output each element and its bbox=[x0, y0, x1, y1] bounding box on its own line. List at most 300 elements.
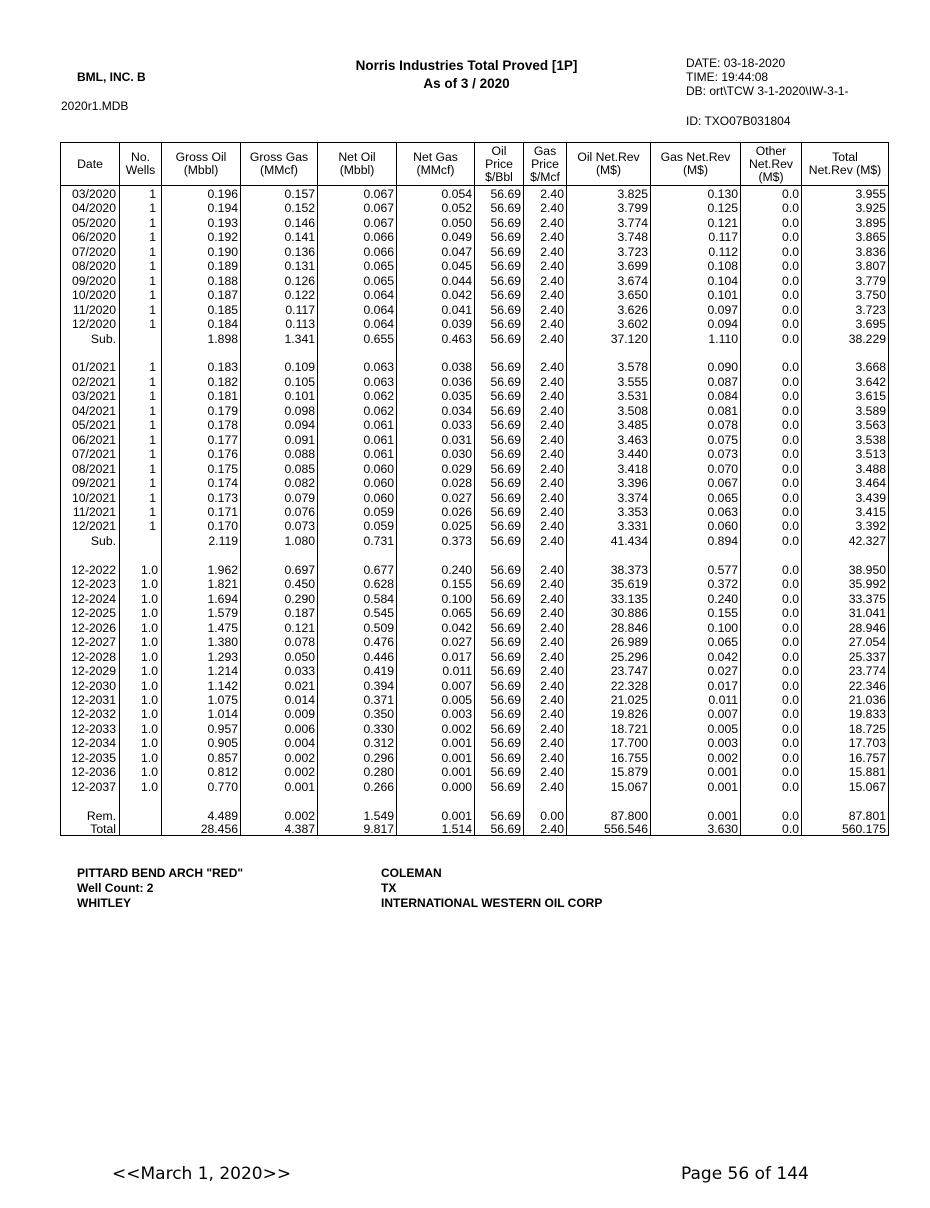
table-cell: 0.176 bbox=[162, 447, 241, 461]
table-cell: 2.40 bbox=[524, 245, 567, 259]
table-cell: 0.266 bbox=[318, 780, 397, 794]
table-cell: 23.774 bbox=[802, 664, 889, 678]
table-cell: 0.084 bbox=[651, 389, 741, 403]
table-row bbox=[61, 635, 889, 649]
table-cell: 12-2032 bbox=[71, 707, 116, 722]
table-cell: 35.992 bbox=[802, 577, 889, 591]
table-cell: 0.002 bbox=[651, 751, 741, 765]
table-cell: 0.014 bbox=[241, 693, 318, 707]
table-cell: 3.589 bbox=[802, 404, 889, 418]
table-cell: 3.418 bbox=[567, 462, 651, 476]
table-cell: 3.779 bbox=[802, 274, 889, 288]
table-cell: 31.041 bbox=[802, 606, 889, 620]
table-cell: 0.0 bbox=[741, 519, 802, 533]
table-cell: 56.69 bbox=[475, 621, 524, 635]
table-cell: 0.905 bbox=[162, 736, 241, 750]
table-cell: 0.121 bbox=[651, 216, 741, 230]
table-cell: 0.005 bbox=[397, 693, 475, 707]
table-row bbox=[61, 418, 889, 432]
table-cell: 0.050 bbox=[397, 216, 475, 230]
table-cell: 56.69 bbox=[475, 317, 524, 331]
database-file: 2020r1.MDB bbox=[61, 99, 129, 113]
table-cell: 0.042 bbox=[397, 288, 475, 302]
table-cell: 0.061 bbox=[318, 418, 397, 432]
table-cell: 09/2021 bbox=[71, 476, 116, 491]
table-cell: 16.755 bbox=[567, 751, 651, 765]
table-cell: 56.69 bbox=[475, 505, 524, 519]
table-cell: 1.475 bbox=[162, 621, 241, 635]
table-cell: 1.014 bbox=[162, 707, 241, 721]
table-cell: 3.602 bbox=[567, 317, 651, 331]
table-cell: 0.078 bbox=[651, 418, 741, 432]
table-row bbox=[61, 621, 889, 635]
table-cell: 0.193 bbox=[162, 216, 241, 230]
table-cell: 0.007 bbox=[651, 707, 741, 721]
table-cell: 12-2022 bbox=[71, 562, 116, 577]
table-cell: 0.372 bbox=[651, 577, 741, 591]
table-cell: 0.113 bbox=[241, 317, 318, 331]
table-cell: 3.836 bbox=[802, 245, 889, 259]
table-cell: 3.825 bbox=[567, 186, 651, 202]
table-cell: 1 bbox=[120, 259, 162, 273]
table-cell: 1 bbox=[120, 418, 162, 432]
column-header-line: Net Oil bbox=[338, 150, 376, 164]
table-cell: 56.69 bbox=[475, 447, 524, 461]
table-cell: 56.69 bbox=[475, 563, 524, 577]
column-header-line: $/Bbl bbox=[485, 169, 513, 184]
table-cell: 11/2021 bbox=[72, 505, 116, 520]
table-row bbox=[61, 447, 889, 461]
table-cell: 0.101 bbox=[241, 389, 318, 403]
table-cell: 2.40 bbox=[524, 635, 567, 649]
table-cell bbox=[524, 794, 567, 809]
table-cell: 1 bbox=[120, 186, 162, 202]
column-header-line: Gas bbox=[533, 143, 557, 158]
table-cell: 0.042 bbox=[397, 621, 475, 635]
table-cell: 1 bbox=[120, 216, 162, 230]
table-cell: 2.40 bbox=[524, 736, 567, 750]
table-cell: 12-2023 bbox=[71, 577, 116, 592]
table-cell: 28.946 bbox=[802, 621, 889, 635]
table-cell: 0.0 bbox=[741, 722, 802, 736]
table-cell: 3.723 bbox=[567, 245, 651, 259]
table-cell: 56.69 bbox=[475, 519, 524, 533]
operator: INTERNATIONAL WESTERN OIL CORP bbox=[381, 896, 603, 910]
table-cell: 2.40 bbox=[524, 389, 567, 403]
table-cell: 0.090 bbox=[651, 360, 741, 374]
table-cell: 0.073 bbox=[651, 447, 741, 461]
table-row bbox=[61, 245, 889, 259]
table-cell: 0.0 bbox=[741, 433, 802, 447]
table-cell: 0.076 bbox=[241, 505, 318, 519]
table-cell: 0.179 bbox=[162, 404, 241, 418]
county: COLEMAN bbox=[381, 866, 442, 880]
table-cell: 07/2020 bbox=[71, 244, 116, 259]
table-cell: 0.082 bbox=[241, 476, 318, 490]
table-cell: 0.192 bbox=[162, 230, 241, 244]
table-cell: 0.073 bbox=[241, 519, 318, 533]
table-cell: 0.957 bbox=[162, 722, 241, 736]
table-cell: 3.865 bbox=[802, 230, 889, 244]
table-cell: 0.000 bbox=[397, 780, 475, 794]
table-cell: 0.0 bbox=[741, 664, 802, 678]
table-cell bbox=[162, 548, 241, 563]
table-cell: 3.513 bbox=[802, 447, 889, 461]
table-cell: 0.002 bbox=[241, 751, 318, 765]
table-cell: 0.0 bbox=[741, 592, 802, 606]
table-cell: 0.146 bbox=[241, 216, 318, 230]
table-cell: 1 bbox=[120, 447, 162, 461]
table-cell: 0.108 bbox=[651, 259, 741, 273]
table-cell: 33.375 bbox=[802, 592, 889, 606]
table-cell: 0.065 bbox=[318, 259, 397, 273]
table-cell: 0.001 bbox=[241, 780, 318, 794]
page-footer-date: <<March 1, 2020>> bbox=[112, 1164, 292, 1184]
table-row bbox=[61, 491, 889, 505]
table-cell: 1 bbox=[120, 404, 162, 418]
well-count: Well Count: 2 bbox=[77, 881, 154, 895]
table-cell: 0.187 bbox=[241, 606, 318, 620]
table-cell bbox=[162, 346, 241, 361]
table-cell: 1.549 bbox=[318, 809, 397, 823]
table-cell: 0.002 bbox=[241, 809, 318, 823]
table-cell: 0.011 bbox=[651, 693, 741, 707]
table-cell: 56.69 bbox=[475, 635, 524, 649]
table-cell bbox=[567, 794, 651, 809]
table-cell: 0.105 bbox=[241, 375, 318, 389]
table-cell: 10/2020 bbox=[71, 288, 116, 303]
table-cell: 0.060 bbox=[318, 476, 397, 490]
table-cell: 09/2020 bbox=[71, 273, 116, 288]
table-cell: 1.080 bbox=[241, 534, 318, 548]
table-cell: 56.69 bbox=[475, 606, 524, 620]
table-cell: 0.655 bbox=[318, 332, 397, 346]
location-info bbox=[381, 866, 602, 911]
table-cell bbox=[61, 346, 120, 361]
table-cell: 0.178 bbox=[162, 418, 241, 432]
table-cell: 04/2021 bbox=[71, 403, 116, 418]
table-cell: 0.054 bbox=[397, 186, 475, 202]
table-cell: 0.026 bbox=[397, 505, 475, 519]
table-cell: 37.120 bbox=[567, 332, 651, 346]
table-cell: 2.40 bbox=[524, 230, 567, 244]
table-cell: 30.886 bbox=[567, 606, 651, 620]
table-cell: 3.668 bbox=[802, 360, 889, 374]
table-cell: 2.40 bbox=[524, 693, 567, 707]
table-cell: 3.807 bbox=[802, 259, 889, 273]
table-cell: 0.062 bbox=[318, 404, 397, 418]
table-cell: Total bbox=[90, 822, 116, 837]
table-cell: 1 bbox=[120, 245, 162, 259]
table-row bbox=[61, 751, 889, 765]
table-cell: 0.857 bbox=[162, 751, 241, 765]
table-cell: 0.0 bbox=[741, 201, 802, 215]
table-cell: 1 bbox=[120, 230, 162, 244]
table-cell: 1 bbox=[120, 375, 162, 389]
table-row bbox=[61, 780, 889, 794]
table-cell: 2.40 bbox=[524, 664, 567, 678]
table-cell: 0.476 bbox=[318, 635, 397, 649]
table-cell: 56.69 bbox=[475, 809, 524, 823]
table-cell: 0.027 bbox=[397, 491, 475, 505]
table-cell: 0.001 bbox=[397, 809, 475, 823]
table-cell: 2.40 bbox=[524, 404, 567, 418]
table-cell: 56.69 bbox=[475, 577, 524, 591]
table-cell: 2.40 bbox=[524, 505, 567, 519]
table-cell: 0.029 bbox=[397, 462, 475, 476]
table-cell: 2.40 bbox=[524, 606, 567, 620]
table-cell: 2.40 bbox=[524, 201, 567, 215]
table-cell: 1.0 bbox=[120, 592, 162, 606]
table-cell: 56.69 bbox=[475, 650, 524, 664]
table-cell: 22.346 bbox=[802, 679, 889, 693]
report-db-path: DB: ort\TCW 3-1-2020\IW-3-1- bbox=[686, 84, 849, 98]
table-cell: 0.085 bbox=[241, 462, 318, 476]
table-cell: 35.619 bbox=[567, 577, 651, 591]
table-cell: 2.40 bbox=[524, 462, 567, 476]
table-cell: 0.0 bbox=[741, 679, 802, 693]
table-cell: 0.136 bbox=[241, 245, 318, 259]
table-cell: 0.094 bbox=[241, 418, 318, 432]
table-cell: 0.0 bbox=[741, 317, 802, 331]
table-cell: 0.005 bbox=[651, 722, 741, 736]
table-cell: 38.373 bbox=[567, 563, 651, 577]
column-header-line: Date bbox=[77, 156, 103, 171]
table-row bbox=[61, 534, 889, 548]
company-name: BML, INC. B bbox=[77, 70, 146, 84]
table-cell: 0.312 bbox=[318, 736, 397, 750]
table-cell: 0.170 bbox=[162, 519, 241, 533]
table-cell: 3.642 bbox=[802, 375, 889, 389]
table-cell: 56.69 bbox=[475, 332, 524, 346]
table-cell: 15.067 bbox=[567, 780, 651, 794]
table-cell: 0.0 bbox=[741, 765, 802, 779]
table-cell: 42.327 bbox=[802, 534, 889, 548]
table-row bbox=[61, 765, 889, 779]
table-cell: 0.171 bbox=[162, 505, 241, 519]
table-cell: 56.69 bbox=[475, 707, 524, 721]
table-cell: 18.725 bbox=[802, 722, 889, 736]
table-cell: 03/2021 bbox=[71, 389, 116, 404]
column-header-line: (Mbbl) bbox=[183, 163, 219, 177]
table-cell bbox=[241, 548, 318, 563]
table-cell: 0.189 bbox=[162, 259, 241, 273]
column-header bbox=[318, 143, 397, 186]
table-cell: 2.40 bbox=[524, 650, 567, 664]
table-cell: 56.69 bbox=[475, 418, 524, 432]
table-cell: 0.045 bbox=[397, 259, 475, 273]
table-cell: 0.0 bbox=[741, 418, 802, 432]
table-cell: 3.531 bbox=[567, 389, 651, 403]
table-cell: 0.066 bbox=[318, 245, 397, 259]
table-cell: 2.40 bbox=[524, 563, 567, 577]
column-header-line: (M$) bbox=[682, 163, 709, 177]
table-cell: 56.69 bbox=[475, 592, 524, 606]
table-cell: 56.69 bbox=[475, 751, 524, 765]
report-title bbox=[300, 57, 633, 93]
table-cell: 4.387 bbox=[241, 823, 318, 836]
table-cell bbox=[120, 534, 162, 548]
table-row bbox=[61, 722, 889, 736]
table-cell: 0.065 bbox=[397, 606, 475, 620]
table-cell: 1.898 bbox=[162, 332, 241, 346]
table-cell: 2.40 bbox=[524, 375, 567, 389]
table-cell: 0.194 bbox=[162, 201, 241, 215]
table-cell: 0.064 bbox=[318, 288, 397, 302]
table-cell: 0.065 bbox=[651, 635, 741, 649]
table-cell bbox=[475, 548, 524, 563]
table-cell: 0.240 bbox=[397, 563, 475, 577]
table-cell: 2.40 bbox=[524, 433, 567, 447]
table-cell: 0.061 bbox=[318, 433, 397, 447]
table-cell: 0.0 bbox=[741, 360, 802, 374]
table-cell: 1 bbox=[120, 317, 162, 331]
table-row bbox=[61, 186, 889, 202]
table-cell: 1 bbox=[120, 491, 162, 505]
table-cell bbox=[802, 794, 889, 809]
column-header-line: Net Gas bbox=[413, 150, 458, 164]
table-cell: 0.007 bbox=[397, 679, 475, 693]
table-cell: 2.40 bbox=[524, 519, 567, 533]
table-cell: 0.067 bbox=[318, 201, 397, 215]
table-cell: 0.079 bbox=[241, 491, 318, 505]
table-cell: 0.017 bbox=[397, 650, 475, 664]
table-cell: 1.579 bbox=[162, 606, 241, 620]
report-meta bbox=[686, 56, 848, 98]
economics-table bbox=[60, 142, 889, 836]
table-cell: 18.721 bbox=[567, 722, 651, 736]
table-cell: 0.021 bbox=[241, 679, 318, 693]
table-cell: 0.009 bbox=[241, 707, 318, 721]
table-row bbox=[61, 707, 889, 721]
column-header-line: Other bbox=[755, 143, 787, 158]
table-cell: 0.296 bbox=[318, 751, 397, 765]
table-cell: 28.846 bbox=[567, 621, 651, 635]
table-cell: 56.69 bbox=[475, 375, 524, 389]
table-cell: 0.117 bbox=[241, 303, 318, 317]
table-cell: 0.070 bbox=[651, 462, 741, 476]
table-cell: 17.700 bbox=[567, 736, 651, 750]
table-cell: 0.062 bbox=[318, 389, 397, 403]
table-cell: 0.280 bbox=[318, 765, 397, 779]
table-row bbox=[61, 693, 889, 707]
table-cell: 06/2021 bbox=[71, 432, 116, 447]
table-cell: 0.067 bbox=[651, 476, 741, 490]
table-cell: 0.463 bbox=[397, 332, 475, 346]
table-cell: 2.40 bbox=[524, 259, 567, 273]
report-id: ID: TXO07B031804 bbox=[686, 114, 791, 128]
table-row bbox=[61, 317, 889, 331]
table-cell: 1 bbox=[120, 433, 162, 447]
table-cell: 0.091 bbox=[241, 433, 318, 447]
table-cell: 2.40 bbox=[524, 592, 567, 606]
table-cell: 21.025 bbox=[567, 693, 651, 707]
table-cell: 56.69 bbox=[475, 259, 524, 273]
table-cell: 0.100 bbox=[397, 592, 475, 606]
table-row bbox=[61, 216, 889, 230]
table-cell: 3.353 bbox=[567, 505, 651, 519]
table-cell: 1.962 bbox=[162, 563, 241, 577]
lease-info bbox=[77, 866, 243, 911]
table-cell: 1.075 bbox=[162, 693, 241, 707]
report-time: TIME: 19:44:08 bbox=[686, 70, 769, 84]
table-cell: 12-2036 bbox=[71, 765, 116, 780]
table-cell: 0.0 bbox=[741, 635, 802, 649]
table-cell: 0.177 bbox=[162, 433, 241, 447]
table-cell: 1.0 bbox=[120, 577, 162, 591]
table-cell: 0.130 bbox=[651, 186, 741, 202]
table-row bbox=[61, 201, 889, 215]
table-cell: 1 bbox=[120, 303, 162, 317]
column-header-line: Total bbox=[832, 150, 858, 164]
table-row bbox=[61, 606, 889, 620]
table-cell: 06/2020 bbox=[71, 230, 116, 245]
table-cell: 2.40 bbox=[524, 303, 567, 317]
table-cell: 0.0 bbox=[741, 751, 802, 765]
table-cell: 19.826 bbox=[567, 707, 651, 721]
table-cell: 0.052 bbox=[397, 201, 475, 215]
table-cell: 0.677 bbox=[318, 563, 397, 577]
table-cell: 0.050 bbox=[241, 650, 318, 664]
column-header-line: Wells bbox=[125, 163, 156, 177]
table-cell: 0.041 bbox=[397, 303, 475, 317]
table-cell: 3.464 bbox=[802, 476, 889, 490]
table-cell: 0.038 bbox=[397, 360, 475, 374]
column-header-line: Oil bbox=[491, 143, 507, 158]
table-cell: 0.0 bbox=[741, 375, 802, 389]
column-header-line: Net.Rev bbox=[748, 156, 794, 171]
table-cell: 0.628 bbox=[318, 577, 397, 591]
table-cell: 0.001 bbox=[651, 780, 741, 794]
table-cell bbox=[120, 794, 162, 809]
table-cell: 3.748 bbox=[567, 230, 651, 244]
table-cell: 2.40 bbox=[524, 780, 567, 794]
table-cell bbox=[567, 346, 651, 361]
table-cell: 0.063 bbox=[318, 360, 397, 374]
table-cell: 0.059 bbox=[318, 519, 397, 533]
table-cell: 0.0 bbox=[741, 780, 802, 794]
table-row bbox=[61, 577, 889, 591]
table-cell: 0.059 bbox=[318, 505, 397, 519]
table-cell: 12-2034 bbox=[71, 736, 116, 751]
table-cell: 0.060 bbox=[318, 462, 397, 476]
table-cell: 1.293 bbox=[162, 650, 241, 664]
table-cell: 56.69 bbox=[475, 274, 524, 288]
table-cell: 1.142 bbox=[162, 679, 241, 693]
table-cell: 0.0 bbox=[741, 230, 802, 244]
page-number: Page 56 of 144 bbox=[681, 1164, 809, 1184]
table-cell: 0.731 bbox=[318, 534, 397, 548]
table-cell bbox=[120, 346, 162, 361]
table-cell: 56.69 bbox=[475, 201, 524, 215]
table-cell: 56.69 bbox=[475, 823, 524, 836]
table-cell: 12-2025 bbox=[71, 606, 116, 621]
table-row bbox=[61, 375, 889, 389]
table-row bbox=[61, 433, 889, 447]
table-cell: 0.577 bbox=[651, 563, 741, 577]
table-cell bbox=[120, 823, 162, 836]
table-cell: 0.812 bbox=[162, 765, 241, 779]
table-cell: 0.031 bbox=[397, 433, 475, 447]
lease-name: PITTARD BEND ARCH "RED" bbox=[77, 866, 244, 880]
table-cell: 0.0 bbox=[741, 505, 802, 519]
table-cell: 21.036 bbox=[802, 693, 889, 707]
table-cell: 56.69 bbox=[475, 534, 524, 548]
column-header bbox=[397, 143, 475, 186]
table-cell: 3.415 bbox=[802, 505, 889, 519]
table-row bbox=[61, 809, 889, 823]
table-cell bbox=[318, 346, 397, 361]
